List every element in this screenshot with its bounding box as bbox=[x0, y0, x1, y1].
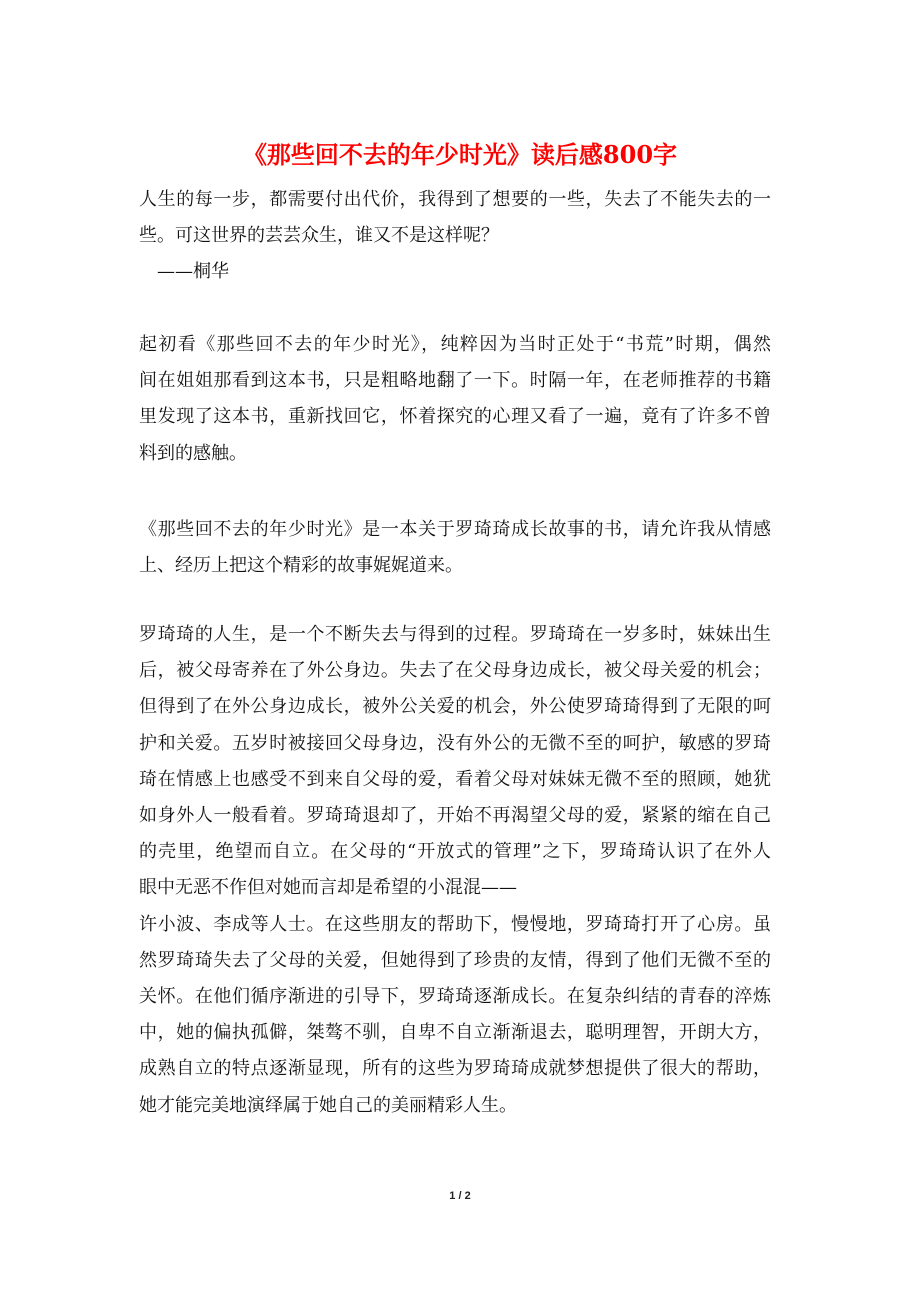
paragraph-1-line: ——桐华 bbox=[139, 261, 229, 283]
paragraph-4-line: 罗琦琦的人生，是一个不断失去与得到的过程。罗琦琦在一岁多时，妹妹出生 bbox=[139, 624, 771, 645]
paragraph-1-line: 些。可这世界的芸芸众生，谁又不是这样呢？ bbox=[139, 225, 499, 247]
paragraph-4-line: 的壳里，绝望而自立。在父母的“开放式的管理”之下，罗琦琦认识了在外人 bbox=[139, 841, 771, 863]
page-number: 1 / 2 bbox=[449, 1190, 471, 1202]
paragraph-4-line: 眼中无恶不作但对她而言却是希望的小混混—— bbox=[139, 877, 517, 899]
paragraph-4-line: 中，她的偏执孤僻，桀骜不驯，自卑不自立渐渐退去，聪明理智，开朗大方， bbox=[139, 1022, 771, 1044]
paragraph-4-line: 然罗琦琦失去了父母的关爱，但她得到了珍贵的友情，得到了他们无微不至的 bbox=[139, 949, 771, 971]
paragraph-3-line: 《那些回不去的年少时光》是一本关于罗琦琦成长故事的书，请允许我从情感 bbox=[139, 519, 771, 540]
paragraph-4-line: 成熟自立的特点逐渐显现，所有的这些为罗琦琦成就梦想提供了很大的帮助， bbox=[139, 1058, 771, 1080]
paragraph-2-line: 料到的感触。 bbox=[139, 442, 247, 464]
paragraph-4-line: 护和关爱。五岁时被接回父母身边，没有外公的无微不至的呵护，敏感的罗琦 bbox=[139, 732, 771, 754]
paragraph-4-line: 但得到了在外公身边成长，被外公关爱的机会，外公使罗琦琦得到了无限的呵 bbox=[139, 696, 771, 718]
paragraph-2-line: 间在姐姐那看到这本书，只是粗略地翻了一下。时隔一年，在老师推荐的书籍 bbox=[139, 370, 771, 392]
paragraph-4-line: 如身外人一般看着。罗琦琦退却了，开始不再渴望父母的爱，紧紧的缩在自己 bbox=[139, 805, 771, 826]
paragraph-3-line: 上、经历上把这个精彩的故事娓娓道来。 bbox=[139, 555, 463, 577]
paragraph-2-line: 起初看《那些回不去的年少时光》，纯粹因为当时正处于“书荒”时期，偶然 bbox=[139, 334, 771, 355]
paragraph-4-line: 她才能完美地演绎属于她自己的美丽精彩人生。 bbox=[139, 1094, 517, 1116]
paragraph-2-line: 里发现了这本书，重新找回它，怀着探究的心理又看了一遍，竟有了许多不曾 bbox=[139, 406, 771, 428]
document-title: 《那些回不去的年少时光》读后感800字 bbox=[242, 140, 678, 169]
paragraph-4-line: 关怀。在他们循序渐进的引导下，罗琦琦逐渐成长。在复杂纠结的青春的淬炼 bbox=[139, 986, 771, 1007]
paragraph-4-line: 后，被父母寄养在了外公身边。失去了在父母身边成长，被父母关爱的机会； bbox=[139, 660, 771, 682]
paragraph-4-line: 琦在情感上也感受不到来自父母的爱，看着父母对妹妹无微不至的照顾，她犹 bbox=[139, 768, 771, 790]
paragraph-4-line: 许小波、李成等人士。在这些朋友的帮助下，慢慢地，罗琦琦打开了心房。虽 bbox=[139, 913, 771, 935]
paragraph-1-line: 人生的每一步，都需要付出代价，我得到了想要的一些，失去了不能失去的一 bbox=[139, 189, 771, 210]
